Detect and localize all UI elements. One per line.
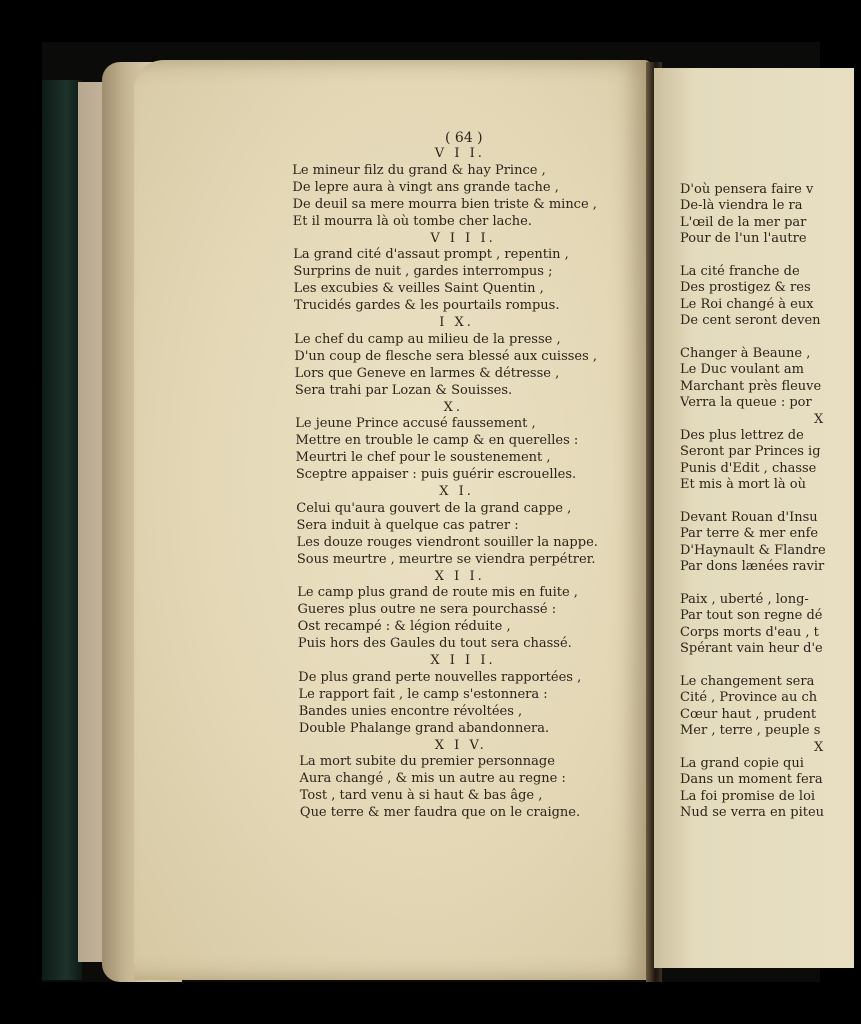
verse-line: Le rapport fait , le camp s'estonnera : (298, 686, 548, 702)
right-verse-line: Spérant vain heur d'e (680, 641, 823, 657)
verse-line: De lepre aura à vingt ans grande tache , (292, 179, 559, 195)
verse-line: Lors que Geneve en larmes & détresse , (294, 365, 560, 381)
right-verse-line: De cent seront deven (680, 313, 821, 329)
verse-line: Trucidés gardes & les pourtails rompus. (293, 298, 560, 314)
right-verse-line: Des prostigez & res (680, 280, 811, 296)
verse-line: Que terre & mer faudra que on le craigne. (299, 805, 581, 821)
verse-line: Sera trahi par Lozan & Souisses. (294, 382, 513, 398)
verse-line: Mettre en trouble le camp & en querelles : (295, 433, 579, 449)
right-verse-line: Paix , uberté , long- (680, 592, 809, 607)
verse-line: Tost , tard venu à si haut & bas âge , (299, 788, 543, 804)
right-verse-line: D'Haynault & Flandre (680, 542, 826, 558)
right-verse-line: Dans un moment fera (680, 772, 823, 788)
right-verse-line: Marchant près fleuve (680, 378, 822, 394)
verse-line: D'un coup de flesche sera blessé aux cuisses , (294, 348, 598, 364)
book-cover (42, 80, 82, 980)
verse-line: La mort subite du premier personnage (299, 754, 555, 770)
right-verse-line: Punis d'Edit , chasse (680, 460, 817, 476)
right-verse-line: Cité , Province au ch (680, 690, 818, 706)
quatrain-number: I X. (439, 315, 474, 330)
quatrain-number: X. (443, 399, 463, 415)
verse-line: Surprins de nuit , gardes interrompus ; (293, 264, 553, 280)
verse-line: Gueres plus outre ne sera pourchassé : (297, 602, 557, 618)
right-verse-line: Par tout son regne dé (680, 608, 823, 624)
right-verse-line: Le changement sera (680, 674, 815, 689)
right-verse-line: Par terre & mer enfe (680, 526, 819, 542)
right-verse-line: Devant Rouan d'Insu (680, 510, 818, 525)
right-verse-line: Verra la queue : por (680, 395, 812, 411)
verse-line: Meurtri le chef pour le soustenement , (295, 450, 551, 466)
right-verse-line: Cœur haut , prudent (680, 706, 817, 722)
right-page (654, 68, 854, 968)
right-verse-line: Corps morts d'eau , t (680, 624, 819, 640)
right-verse-line: Mer , terre , peuple s (680, 723, 821, 739)
verse-line: Aura changé , & mis un autre au regne : (299, 771, 566, 787)
verse-line: De deuil sa mere mourra bien triste & mince , (292, 196, 597, 212)
right-verse-line: X (814, 411, 824, 427)
verse-line: Le chef du camp au milieu de la presse , (294, 331, 561, 347)
verse-line: Le jeune Prince accusé faussement , (295, 416, 536, 432)
quatrain-number: X I. (439, 484, 474, 499)
right-verse-line: La cité franche de (680, 264, 800, 279)
verse-line: Le mineur filz du grand & hay Prince , (292, 162, 546, 178)
quatrain-number: X I I. (434, 568, 485, 584)
verse-line: Les excubies & veilles Saint Quentin , (293, 281, 544, 297)
verse-line: Sous meurtre , meurtre se viendra perpétrer. (296, 551, 596, 567)
right-verse-line: Le Roi changé à eux (680, 296, 814, 312)
verse-line: Et il mourra là où tombe cher lache. (292, 213, 532, 229)
verse-line: Double Phalange grand abandonnera. (298, 720, 550, 736)
verse-line: La grand cité d'assaut prompt , repentin , (293, 247, 569, 263)
verse-line: Bandes unies encontre révoltées , (298, 703, 523, 719)
right-verse-line: X (814, 739, 824, 755)
right-verse-line: Et mis à mort là où (680, 477, 806, 493)
right-verse-line: L'œil de la mer par (680, 214, 807, 230)
quatrain-number: X I V. (434, 737, 487, 753)
verse-line: De plus grand perte nouvelles rapportées , (298, 669, 582, 685)
right-verse-line: Seront par Princes ig (680, 444, 821, 460)
verse-line: Sera induit à quelque cas patrer : (296, 517, 519, 533)
verse-line: Le camp plus grand de route mis en fuite , (297, 585, 578, 601)
quatrain-number: X I I I. (430, 653, 496, 668)
right-verse-line: D'où pensera faire v (680, 182, 814, 197)
quatrain-number: V I I. (434, 146, 485, 161)
verse-line: Les douze rouges viendront souiller la nappe. (296, 534, 598, 550)
page-number: ( 64 ) (445, 130, 483, 146)
verse-line: Ost recampé : & légion réduite , (297, 619, 511, 635)
quatrain-number: V I I I. (430, 230, 496, 246)
right-verse-line: Le Duc voulant am (680, 362, 804, 378)
right-verse-line: Nud se verra en piteu (680, 805, 825, 821)
verse-line: Puis hors des Gaules du tout sera chassé. (297, 636, 572, 652)
right-verse-line: La foi promise de loi (680, 788, 816, 804)
right-verse-line: Par dons lænées ravir (680, 559, 825, 575)
verse-line: Celui qu'aura gouvert de la grand cappe , (296, 500, 572, 516)
right-verse-line: La grand copie qui (680, 756, 804, 771)
right-verse-line: Pour de l'un l'autre (680, 231, 807, 247)
right-verse-line: De-là viendra le ra (680, 198, 803, 214)
right-verse-line: Des plus lettrez de (680, 428, 804, 443)
verse-line: Sceptre appaiser : puis guérir escrouelles. (295, 467, 577, 483)
right-verse-line: Changer à Beaune , (680, 346, 811, 361)
